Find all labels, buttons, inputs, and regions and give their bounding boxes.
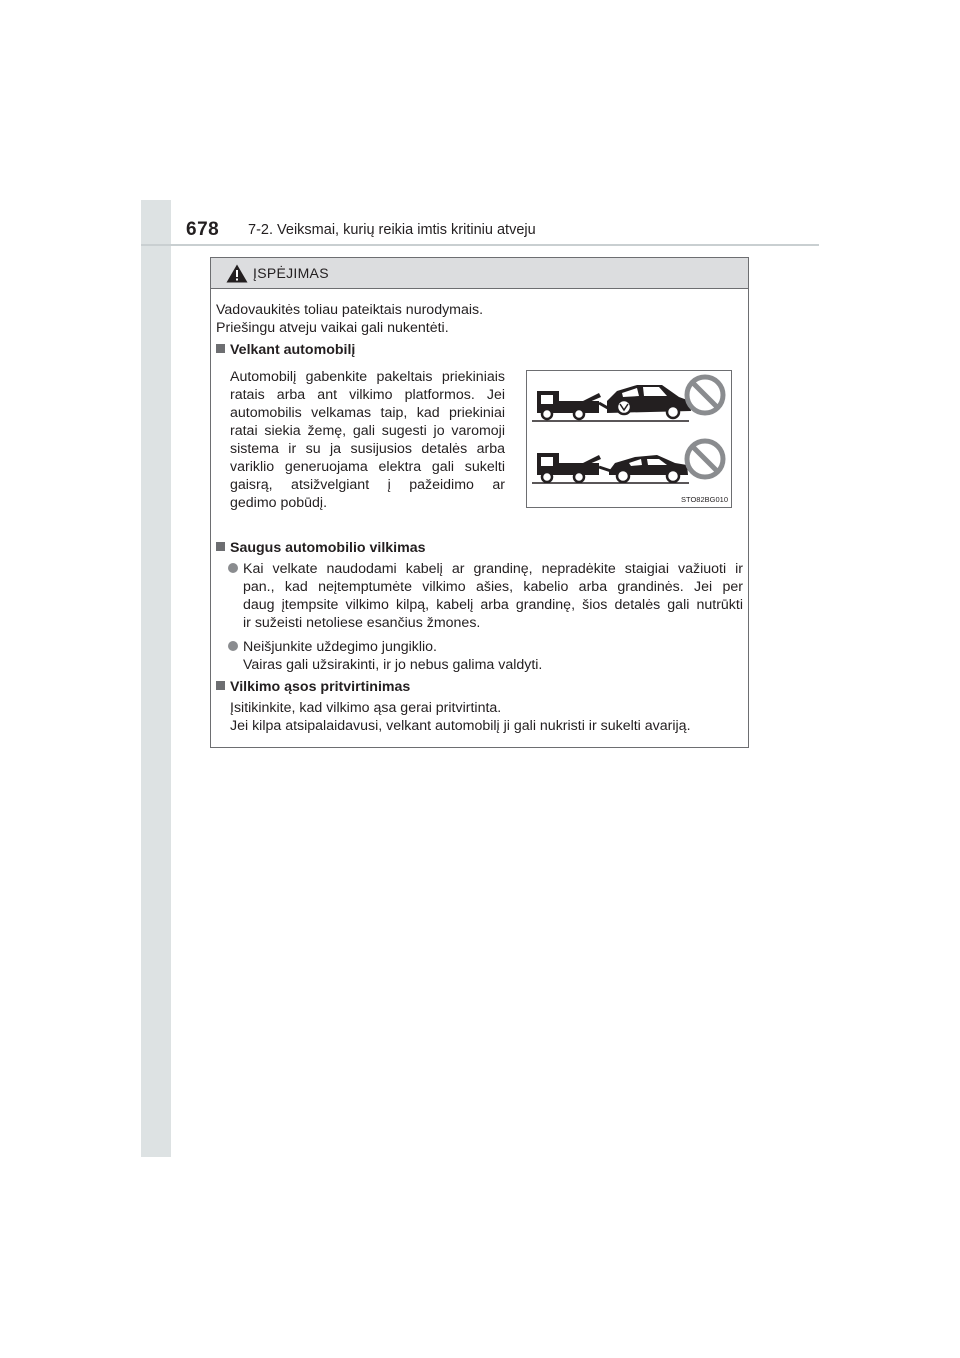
safe-bullet2-line: Vairas gali užsirakinti, ir jo nebus galima valdyti. <box>243 657 543 673</box>
prohibited-sign-bottom-icon <box>687 441 723 477</box>
safe-bullet2-line: Neišjunkite uždegimo jungiklio. <box>243 639 437 655</box>
warning-title: ĮSPĖJIMAS <box>253 265 329 281</box>
page-number: 678 <box>186 219 220 240</box>
towing-line: ratais arba ant vilkimo platformos. Jei <box>230 387 505 403</box>
warning-intro-line: Vadovaukitės toliau pateiktais nurodymais. <box>216 302 484 318</box>
safe-bullet1-line: ir sužeisti netoliese esančius žmones. <box>243 615 481 631</box>
side-band <box>141 200 171 1157</box>
header-rule <box>141 244 819 246</box>
tow-truck-top-icon <box>537 391 613 419</box>
towing-line: variklio generuojama elektra gali sukelti <box>230 459 505 475</box>
towing-illustration <box>526 370 732 508</box>
illustration-code: STO82BG010 <box>681 495 728 504</box>
car-top-icon <box>607 385 691 418</box>
warning-header <box>211 258 748 289</box>
square-bullet-icon <box>216 344 225 353</box>
eyelet-heading: Vilkimo ąsos pritvirtinimas <box>216 678 410 696</box>
safe-towing-heading: Saugus automobilio vilkimas <box>216 539 426 557</box>
section-title: 7-2. Veiksmai, kurių reikia imtis kritiniu atveju <box>248 222 536 238</box>
tow-truck-bottom-icon <box>537 453 611 482</box>
prohibited-sign-top-icon <box>687 377 723 413</box>
safe-bullet1-line: daug įtempsite vilkimo kilpą, kabelį arba grandinę, šios detalės gali nutrūkti <box>243 597 743 613</box>
square-bullet-icon <box>216 681 225 690</box>
round-bullet-icon <box>228 560 243 578</box>
round-bullet-icon <box>228 638 243 656</box>
square-bullet-icon <box>216 542 225 551</box>
warning-box <box>210 257 749 748</box>
eyelet-line: Įsitikinkite, kad vilkimo ąsa gerai pritvirtinta. <box>230 700 502 716</box>
warning-intro-line: Priešingu atveju vaikai gali nukentėti. <box>216 320 449 336</box>
towing-line: ratai siekia žemę, gali sugesti jo varomoji <box>230 423 505 439</box>
warning-triangle-icon <box>226 264 248 283</box>
eyelet-line: Jei kilpa atsipalaidavusi, velkant automobilį ji gali nukristi ir sukelti avariją. <box>230 718 691 734</box>
car-bottom-icon <box>609 455 688 482</box>
towing-line: gaisrą, atsižvelgiant į pažeidimo ar <box>230 477 505 493</box>
towing-line: gedimo pobūdį. <box>230 495 328 511</box>
towing-line: sistema ir su ja susijusios detalės arba <box>230 441 505 457</box>
safe-bullet1-line: Kai velkate naudodami kabelį ar grandinę, nepradėkite staigiai važiuoti ir <box>243 561 743 577</box>
safe-bullet1-line: pan., kad neįtemptumėte vilkimo ašies, kabelio arba grandinės. Jei per <box>243 579 743 595</box>
towing-illustration-drawing <box>527 371 731 507</box>
towing-line: automobilis velkamas taip, kad priekiniai <box>230 405 505 421</box>
towing-line: Automobilį gabenkite pakeltais priekiniais <box>230 369 505 385</box>
towing-heading: Velkant automobilį <box>216 341 355 359</box>
